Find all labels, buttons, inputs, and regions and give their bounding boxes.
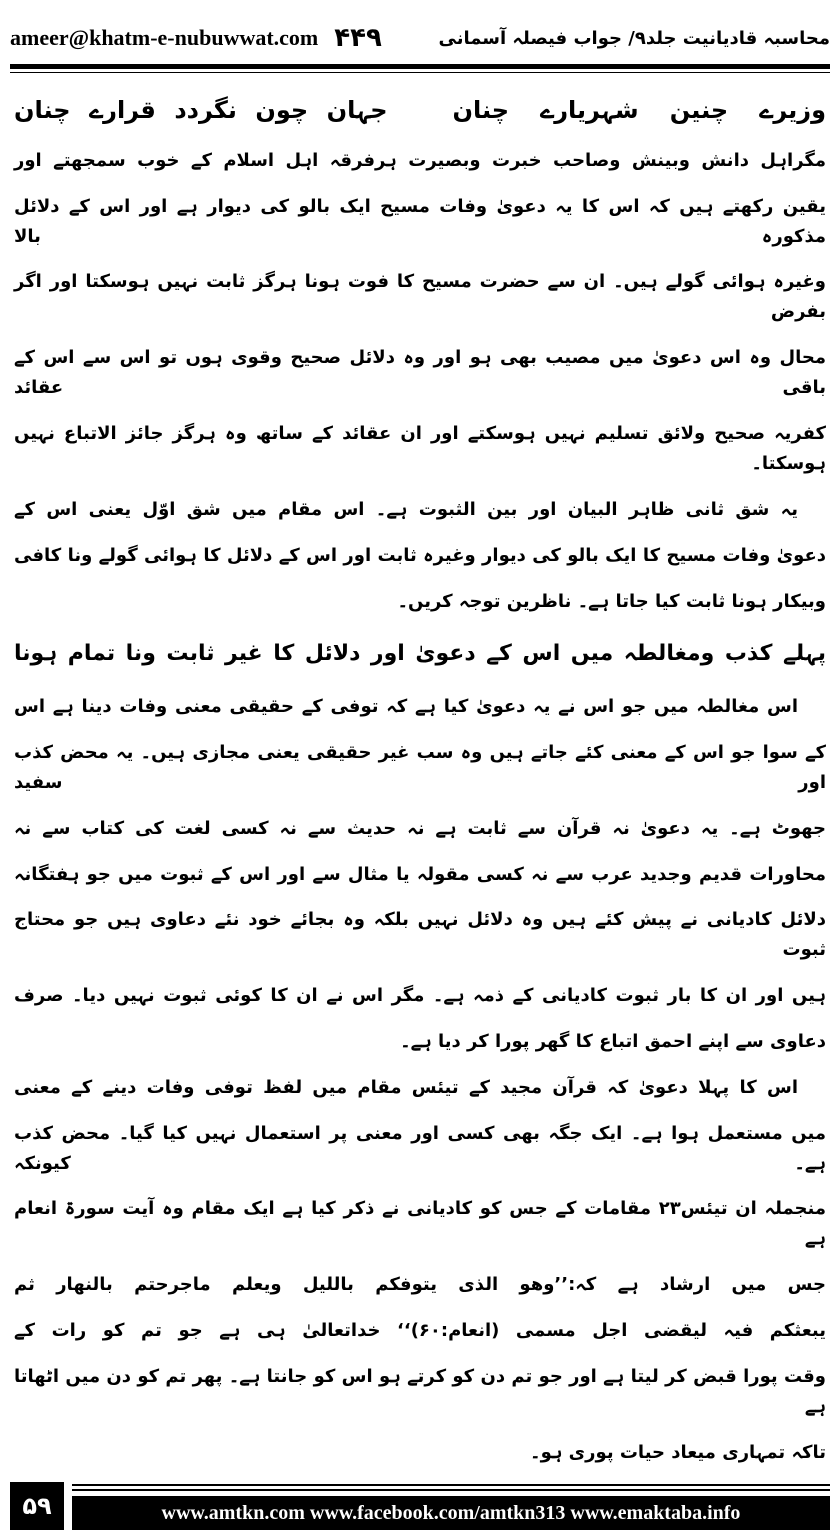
text-line: وبیکار ہونا ثابت کیا جاتا ہے۔ ناظرین توجہ کریں۔	[397, 590, 826, 612]
text-line: اس مغالطہ میں جو اس نے یہ دعویٰ کیا ہے کہ توفی کے حقیقی معنی وفات دینا ہے اس	[14, 696, 798, 718]
text-line: تاکہ تمہاری میعاد حیات پوری ہو۔	[530, 1441, 826, 1463]
page-body	[14, 90, 826, 1468]
header-book-title: محاسبہ قادیانیت جلد۹/ جواب فیصلہ آسمانی	[438, 27, 830, 49]
page-footer	[10, 1482, 830, 1530]
text-line: دعویٰ وفات مسیح کا ایک بالو کی دیوار وغیرہ ثابت اور اس کے دلائل کا ہوائی گولے ونا کافی	[14, 544, 826, 566]
text-line: دلائل کادیانی نے پیش کئے ہیں وہ دلائل نہیں بلکہ وہ بجائے خود نئے دعاوی ہیں جو محتاج ثبوت	[14, 909, 826, 961]
text-line: وغیرہ ہوائی گولے ہیں۔ ان سے حضرت مسیح کا فوت ہونا ہرگز ثابت نہیں ہوسکتا اور اگر بفرض	[14, 271, 826, 323]
text-line: دعاوی سے اپنے احمق اتباع کا گھر پورا کر دیا ہے۔	[400, 1031, 826, 1052]
text-line: یہ شق ثانی ظاہر البیان اور بین الثبوت ہے۔ اس مقام میں شق اوّل یعنی اس کے	[14, 498, 798, 520]
verse-right: وزیرے چنین شہریارے چنان	[452, 96, 826, 124]
text-line: یبعثکم فیہ لیقضی اجل مسمی (انعام:۶۰)‘‘ خداتعالیٰ ہی ہے جو تم کو رات کے	[14, 1320, 826, 1342]
text-line: منجملہ ان تیئس۲۳ مقامات کے جس کو کادیانی نے ذکر کیا ہے ایک مقام وہ آیت سورۃ انعام ہے	[14, 1198, 826, 1250]
verse	[14, 90, 826, 130]
text-line: جس میں ارشاد ہے کہ:’’وھو الذی یتوفکم باللیل ویعلم ماجرحتم بالنھار ثم	[14, 1274, 826, 1296]
text-line: محاورات قدیم وجدید عرب سے نہ کسی مقولہ یا مثال سے اور اس کے ثبوت میں جو ہفتگانہ	[14, 863, 826, 885]
footer-links: www.amtkn.com www.facebook.com/amtkn313 www.emaktaba.info	[72, 1496, 830, 1530]
text-line: مگراہل دانش وبینش وصاحب خبرت وبصیرت ہرفرقہ اہل اسلام کے خوب سمجھتے اور	[14, 149, 826, 171]
verse-left: جہان چون نگردد قرارے چنان	[14, 96, 388, 124]
header-email: ameer@khatm-e-nubuwwat.com	[10, 25, 319, 50]
footer-page-number: ۵۹	[10, 1482, 64, 1530]
header-left	[10, 23, 382, 53]
text-line: اس کا پہلا دعویٰ کہ قرآن مجید کے تیئس مقام میں لفظ توفی وفات دینے کے معنی	[14, 1076, 798, 1098]
section-heading: پہلے کذب ومغالطہ میں اس کے دعویٰ اور دلائل کا غیر ثابت ونا تمام ہونا	[14, 641, 826, 667]
page-header	[10, 18, 830, 58]
header-page-number: ۴۴۹	[334, 23, 382, 53]
text-line: یقین رکھتے ہیں کہ اس کا یہ دعویٰ وفات مسیح ایک بالو کی دیوار ہے اور اس کے دلائل مذکورہ بالا	[14, 195, 826, 247]
text-line: میں مستعمل ہوا ہے۔ ایک جگہ بھی کسی اور معنی پر استعمال نہیں کیا گیا۔ محض کذب ہے۔ کیونکہ	[14, 1122, 826, 1174]
text-line: محال وہ اس دعویٰ میں مصیب بھی ہو اور وہ دلائل صحیح وقوی ہوں تو اس سے اس کے باقی عقائد	[14, 347, 826, 399]
text-line: کفریہ صحیح ولائق تسلیم نہیں ہوسکتے اور ان عقائد کے ساتھ وہ ہرگز جائز الاتباع نہیں ہوسکتا۔	[14, 423, 826, 475]
footer-rule	[72, 1484, 830, 1491]
text-line: وقت پورا قبض کر لیتا ہے اور جو تم دن کو کرتے ہو اس کو جانتا ہے۔ پھر تم کو دن میں اٹھاتا ہے	[14, 1365, 826, 1417]
text-line: ہیں اور ان کا بار ثبوت کادیانی کے ذمہ ہے۔ مگر اس نے ان کا کوئی ثبوت نہیں دیا۔ صرف	[14, 985, 826, 1007]
header-rule	[10, 64, 830, 73]
text-line: جھوٹ ہے۔ یہ دعویٰ نہ قرآن سے ثابت ہے نہ حدیث سے نہ کسی لغت کی کتاب سے نہ	[14, 817, 826, 839]
text-line: کے سوا جو اس کے معنی کئے جاتے ہیں وہ سب غیر حقیقی یعنی مجازی ہیں۔ یہ محض کذب اور سفید	[14, 741, 826, 793]
